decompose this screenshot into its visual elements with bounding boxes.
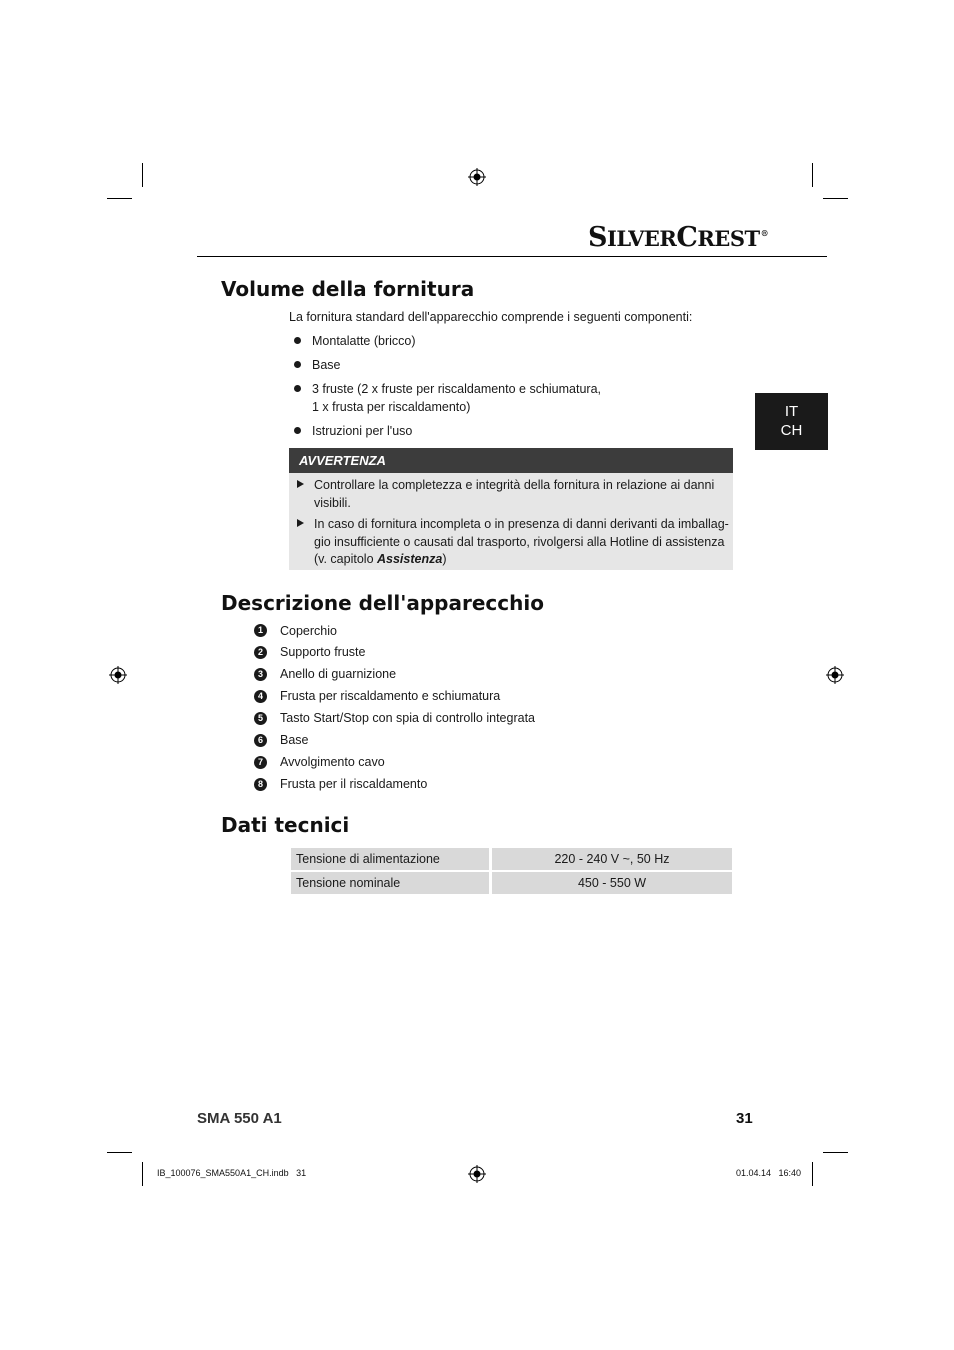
list-item: Base xyxy=(312,358,341,372)
brand-logo: SILVERCREST® xyxy=(588,222,769,253)
bullet-icon xyxy=(294,385,301,392)
crop-mark xyxy=(812,163,813,187)
supply-intro: La fornitura standard dell'apparecchio comprende i seguenti componenti: xyxy=(289,310,693,324)
part-number-badge: 4 xyxy=(254,690,267,703)
section-title-description: Descrizione dell'apparecchio xyxy=(221,591,544,615)
part-number-badge: 5 xyxy=(254,712,267,725)
part-label: Anello di guarnizione xyxy=(280,667,397,681)
part-number-badge: 3 xyxy=(254,668,267,681)
list-item: 3 fruste (2 x fruste per riscaldamento e schiumatura, xyxy=(312,382,602,396)
part-label: Tasto Start/Stop con spia di controllo integrata xyxy=(280,711,536,725)
spec-label: Tensione nominale xyxy=(291,872,489,894)
bullet-icon xyxy=(294,361,301,368)
crop-mark xyxy=(823,198,848,199)
country-code: CH xyxy=(780,422,803,439)
warning-text: gio insufficiente o causati dal trasporto, rivolgersi alla Hotline di assistenza xyxy=(314,535,725,549)
language-code: IT xyxy=(784,403,799,420)
bullet-icon xyxy=(294,427,301,434)
part-label: Base xyxy=(280,733,309,747)
crop-mark xyxy=(812,1162,813,1186)
part-label: Frusta per il riscaldamento xyxy=(280,777,428,791)
part-number-badge: 7 xyxy=(254,756,267,769)
header-rule xyxy=(197,256,827,257)
section-title-supply: Volume della fornitura xyxy=(221,277,475,301)
spec-label: Tensione di alimentazione xyxy=(291,848,489,870)
warning-header: AVVERTENZA xyxy=(289,448,733,473)
warning-text: (v. capitolo Assistenza) xyxy=(314,552,447,566)
chapter-reference: Assistenza xyxy=(377,552,443,566)
page-number: 31 xyxy=(736,1110,753,1127)
warning-text: Controllare la completezza e integrità della fornitura in relazione ai danni xyxy=(314,478,715,492)
list-item: Montalatte (bricco) xyxy=(312,334,416,348)
part-number-badge: 8 xyxy=(254,778,267,791)
arrow-right-icon xyxy=(297,519,304,527)
spec-value: 220 - 240 V ~, 50 Hz xyxy=(492,848,732,870)
spec-value: 450 - 550 W xyxy=(492,872,732,894)
part-number-badge: 2 xyxy=(254,646,267,659)
part-label: Frusta per riscaldamento e schiumatura xyxy=(280,689,501,703)
bullet-icon xyxy=(294,337,301,344)
language-tab xyxy=(755,393,828,450)
print-file-info: IB_100076_SMA550A1_CH.indb 31 xyxy=(157,1168,307,1178)
part-label: Supporto fruste xyxy=(280,645,366,659)
warning-text: In caso di fornitura incompleta o in presenza di danni derivanti da imballag- xyxy=(314,517,729,531)
arrow-right-icon xyxy=(297,480,304,488)
part-label: Avvolgimento cavo xyxy=(280,755,385,769)
part-label: Coperchio xyxy=(280,624,337,638)
model-number: SMA 550 A1 xyxy=(197,1110,282,1127)
crop-mark xyxy=(142,1162,143,1186)
crop-mark xyxy=(823,1152,848,1153)
warning-text: visibili. xyxy=(314,496,351,510)
registration-mark-icon xyxy=(468,168,486,186)
part-number-badge: 6 xyxy=(254,734,267,747)
list-item: Istruzioni per l'uso xyxy=(312,424,413,438)
crop-mark xyxy=(142,163,143,187)
part-number-badge: 1 xyxy=(254,624,267,637)
list-item-continuation: 1 x frusta per riscaldamento) xyxy=(312,400,471,414)
crop-mark xyxy=(107,198,132,199)
registration-mark-icon xyxy=(468,1165,486,1183)
print-date-info: 01.04.14 16:40 xyxy=(736,1168,802,1178)
registration-mark-icon xyxy=(109,666,127,684)
crop-mark xyxy=(107,1152,132,1153)
registration-mark-icon xyxy=(826,666,844,684)
section-title-specs: Dati tecnici xyxy=(221,813,350,837)
